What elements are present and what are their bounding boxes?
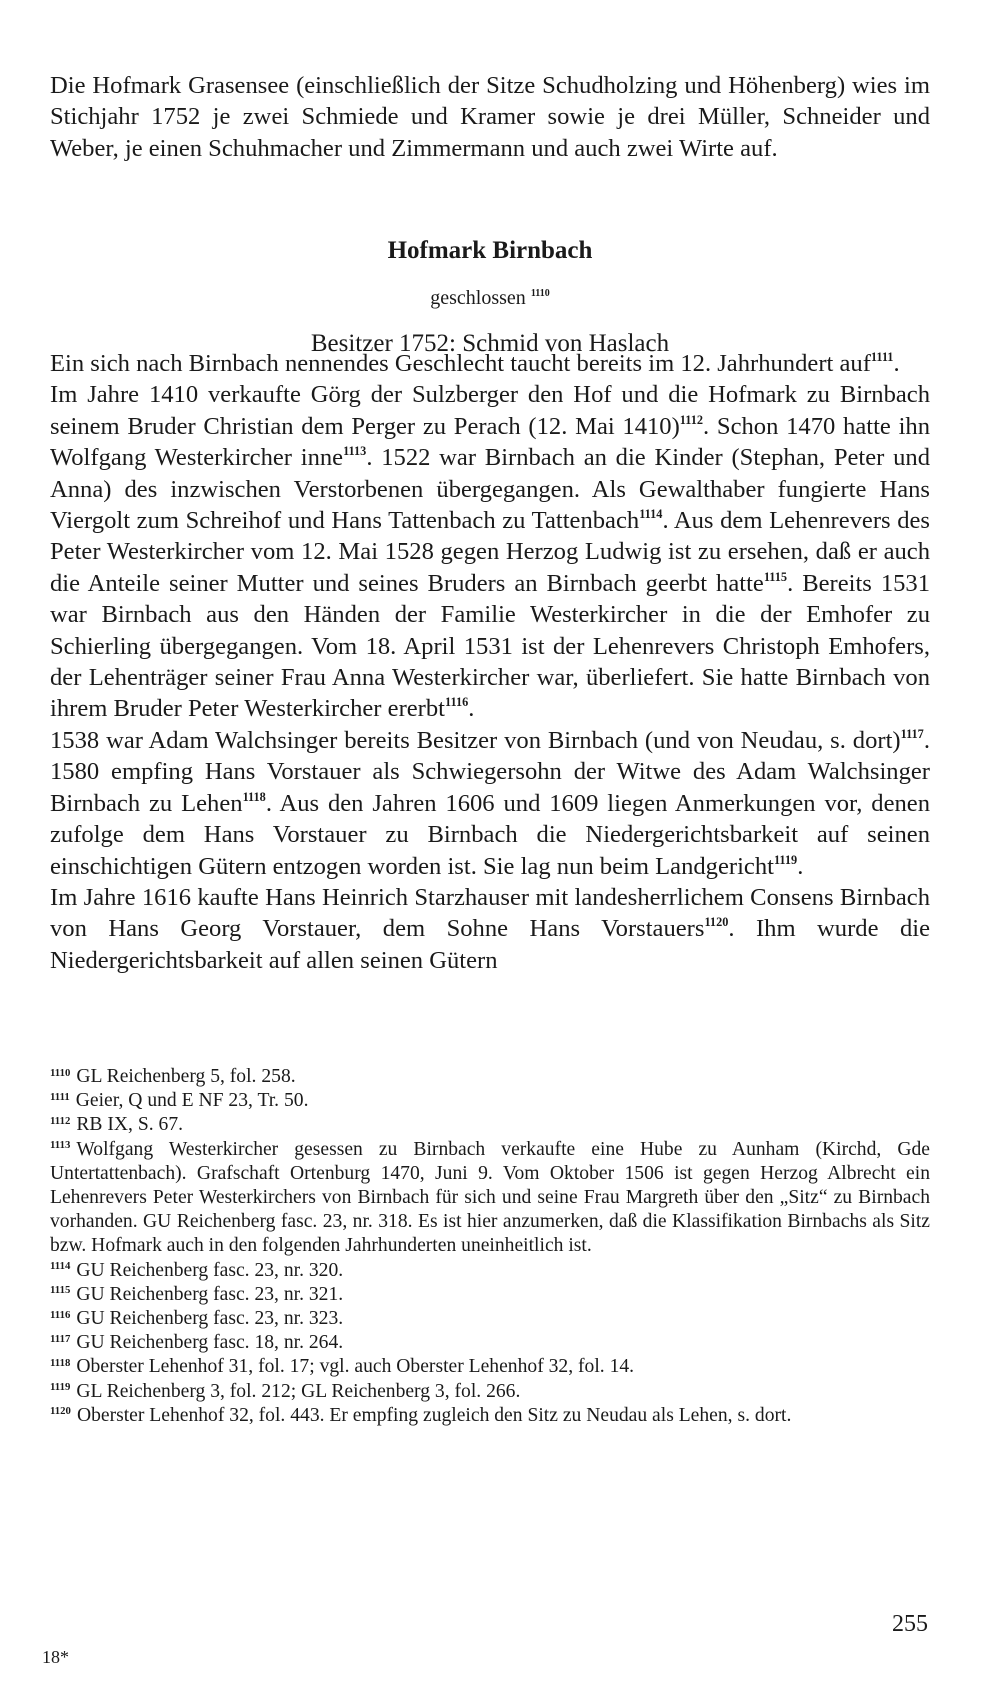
paragraph-text: Im Jahre 1410 verkaufte Görg der Sulzberger den Hof und die Hofmark zu Birnbach seinem Bruder Christian dem Perger zu Perach (12. Mai 1410) [50, 381, 930, 440]
footnote [50, 1307, 930, 1331]
footnote-number: 1111 [50, 1090, 70, 1103]
footnote [50, 1283, 930, 1307]
status-text: geschlossen [430, 287, 526, 309]
footnote-text: RB IX, S. 67. [76, 1114, 184, 1136]
footnote [50, 1404, 930, 1428]
footnote-ref[interactable]: 1110 [530, 288, 550, 299]
paragraph-text: . [468, 695, 475, 723]
footnote-number: 1112 [50, 1114, 71, 1127]
paragraph-text: Im Jahre 1616 kaufte Hans Heinrich Starzhauser mit landesherrlichem Consens Birnbach von Hans Georg Vorstauer, dem Sohne Hans Vorstauers [50, 883, 930, 943]
footnote-number: 1120 [50, 1405, 71, 1418]
footnote-ref[interactable]: 1119 [773, 852, 798, 867]
paragraph-text: . Aus den Jahren 1606 und 1609 liegen Anmerkungen vor, denen zufolge dem Hans Vorstauer zu Birnbach die Niedergerichtsbarkeit auf seinen einschichtigen Gütern entzogen worden ist. Sie lag nun beim Landgericht [50, 789, 931, 880]
footnote-text: GU Reichenberg fasc. 18, nr. 264. [76, 1332, 344, 1354]
footnote-text: GU Reichenberg fasc. 23, nr. 323. [76, 1308, 344, 1330]
section-status [50, 287, 930, 310]
paragraph-text: . [893, 350, 900, 377]
paragraph-text: Ein sich nach Birnbach nennendes Geschlecht taucht bereits im 12. Jahrhundert auf [50, 350, 871, 377]
footnote-ref[interactable]: 1118 [242, 789, 266, 804]
footnote-number: 1115 [50, 1284, 71, 1297]
footnote [50, 1355, 930, 1379]
paragraph-text: 1538 war Adam Walchsinger bereits Besitzer von Birnbach (und von Neudau, s. dort) [50, 726, 901, 754]
footnote [50, 1380, 930, 1404]
section-title: Hofmark Birnbach [387, 237, 593, 264]
footnote-ref[interactable]: 1114 [639, 507, 663, 522]
footnote-text: Oberster Lehenhof 31, fol. 17; vgl. auch Oberster Lehenhof 32, fol. 14. [76, 1356, 635, 1378]
footnote-ref[interactable]: 1111 [870, 350, 894, 365]
footnote [50, 1331, 930, 1355]
page-number: 255 [892, 1611, 928, 1637]
section-owner: Besitzer 1752: Schmid von Haslach [310, 330, 670, 357]
footnote-ref[interactable]: 1112 [679, 412, 704, 427]
footnote-text: Oberster Lehenhof 32, fol. 443. Er empfing zugleich den Sitz zu Neudau als Lehen, s. dort. [76, 1404, 792, 1426]
footnote-text: GL Reichenberg 5, fol. 258. [76, 1066, 296, 1087]
footnote-number: 1118 [50, 1356, 71, 1369]
paragraph-text: . 1522 war Birnbach an die Kinder (Stephan, Peter und Anna) des inzwischen Verstorbenen übergegangen. Als Gewalthaber fungierte Hans Viergolt zum Schreihof und Hans Tattenbach zu Tattenbach [50, 444, 930, 535]
footnote-number: 1116 [50, 1308, 71, 1321]
footnote [50, 1089, 930, 1113]
footnote [50, 1138, 930, 1259]
footnote-text: Geier, Q und E NF 23, Tr. 50. [75, 1090, 309, 1112]
footnote-number: 1113 [50, 1139, 71, 1152]
footnote-text: Wolfgang Westerkircher gesessen zu Birnbach verkaufte eine Hube zu Aunham (Kirchd, Gde Untertattenbach). Grafschaft Ortenburg 1470, Juni 9. Vom Oktober 1506 ist gegen Herzog Albrecht ein Lehenrevers Peter Westerkirchers von Birnbach für sich und seine Frau Margreth über den „Sitz“ zu Birnbach vorhanden. GU Reichenberg fasc. 23, nr. 318. Es ist hier anzumerken, daß die Klassifikation Birnbachs als Sitz bzw. Hofmark auch in den folgenden Jahrhunderten uneinheitlich ist. [50, 1138, 930, 1257]
paragraph-text: . Bereits 1531 war Birnbach aus den Händen der Familie Westerkircher in die der Emhofer zu Schierling übergegangen. Vom 18. April 1531 ist der Lehenrevers Christoph Emhofers, der Lehenträger seiner Frau Anna Westerkircher war, überliefert. Sie hatte Birnbach von ihrem Bruder Peter Westerkircher ererbt [50, 569, 931, 723]
footnote-ref[interactable]: 1117 [900, 727, 924, 742]
footnote-ref[interactable]: 1120 [704, 915, 729, 930]
paragraph-text: . Ihm wurde die Niedergerichtsbarkeit auf allen seinen Gütern [50, 915, 931, 974]
footnote [50, 1065, 930, 1089]
footnote [50, 1259, 930, 1283]
footnote-ref[interactable]: 1116 [445, 695, 469, 710]
paragraph-text: . [797, 852, 804, 880]
body-paragraph [50, 725, 930, 882]
paragraph-text: . Aus dem Lehenrevers des Peter Westerkircher vom 12. Mai 1528 gegen Herzog Ludwig ist zu ersehen, daß er auch die Anteile seiner Mutter und seines Bruders an Birnbach geerbt hatte [50, 507, 931, 597]
footnote-text: GL Reichenberg 3, fol. 212; GL Reichenberg 3, fol. 266. [76, 1380, 521, 1402]
paragraph-text: . 1580 empfing Hans Vorstauer als Schwiegersohn der Witwe des Adam Walchsinger Birnbach zu Lehen [50, 726, 930, 817]
body-paragraph [50, 348, 930, 379]
intro-paragraph: Die Hofmark Grasensee (einschließlich der Sitze Schudholzing und Höhenberg) wies im Stichjahr 1752 je zwei Schmiede und Kramer sowie je drei Müller, Schneider und Weber, je einen Schuhmacher und Zimmermann und auch zwei Wirte auf. [50, 72, 930, 162]
footnote-number: 1117 [50, 1332, 71, 1345]
body-paragraph [50, 882, 930, 976]
footnote-number: 1119 [50, 1381, 71, 1394]
footnote-text: GU Reichenberg fasc. 23, nr. 321. [76, 1283, 344, 1305]
signature-mark: 18* [42, 1647, 69, 1667]
paragraph-text: . Schon 1470 hatte ihn Wolfgang Westerkircher inne [50, 412, 930, 472]
footnote-ref[interactable]: 1113 [343, 444, 367, 459]
footnote-number: 1110 [50, 1066, 71, 1079]
footnote-text: GU Reichenberg fasc. 23, nr. 320. [76, 1259, 344, 1281]
body-paragraphs [50, 348, 930, 976]
footnote-number: 1114 [50, 1260, 71, 1273]
footnote [50, 1113, 930, 1137]
intro-block [50, 70, 930, 164]
body-paragraph [50, 379, 930, 724]
footnote-ref[interactable]: 1115 [763, 570, 788, 585]
footnotes [50, 1065, 930, 1428]
